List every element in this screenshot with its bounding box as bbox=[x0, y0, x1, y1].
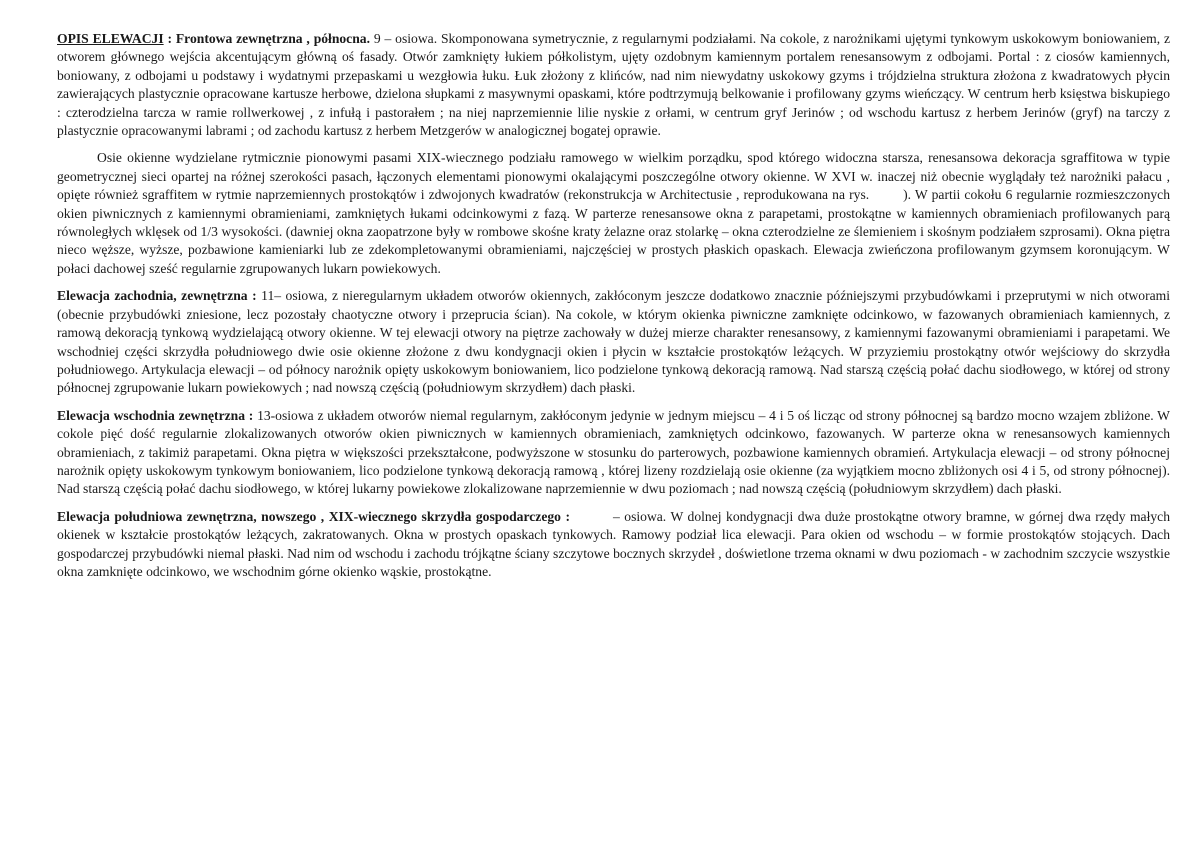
paragraph-text: Osie okienne wydzielane rytmicznie pionowymi pasami XIX-wiecznego podziału ramowego w wielkim porządku, spod którego widoczna starsza, renesansowa dekoracja sgraffitowa w typie geometrycznej sieci opartej na różnej szerokości pasach, łączonych elementami pionowymi okalającymi poszczególne otwory okienne. W XVI w. inaczej niż obecnie wyglądały też narożniki pałacu , opięte również sgraffitem w rytmie naprzemiennych prostokątów i zdwojonych kwadratów (rekonstrukcja w Architectusie , reprodukowana na rys. bbox=[57, 150, 1170, 203]
paragraph-west-facade bbox=[57, 287, 1170, 397]
paragraph-text: 11– osiowa, z nieregularnym układem otworów okiennych, zakłóconym jeszcze dodatkowo znacznie późniejszymi przybudówkami i przeprutymi w nich otworami (obecnie przybudówki zniesione, lecz pozostały chaotyczne otwory i przeprucia ścian). Na cokole, w którym okienka piwniczne zamknięte odcinkowo, w fazowanych obramieniach kamiennych, z ramową dekoracją tynkową wydzielającą otwory okienne. W tej elewacji otwory na piętrze zachowały w dużej mierze charakter renesansowy, z kamiennymi fazowanymi obramieniami i parapetami. We wschodniej części skrzydła południowego dwie osie okienne złożone z dwu kondygnacji okien i płycin w kształcie prostokątów leżących. W przyziemiu prostokątny otwór wejściowy do skrzydła południowego. Artykulacja elewacji – od północy narożnik opięty uskokowym boniowaniem, lico podzielone tynkową dekoracją ramową. Nad starszą częścią połać dachu siodłowego, w której od strony północnej zgrupowanie lukarn powiekowych ; nad nowszą częścią (południowym skrzydłem) dach płaski. bbox=[57, 288, 1171, 396]
document-page bbox=[57, 30, 1170, 590]
paragraph-south-facade bbox=[57, 508, 1170, 582]
paragraph-text: 9 – osiowa. Skomponowana symetrycznie, z regularnymi podziałami. Na cokole, z narożnikami ujętymi tynkowym uskokowym boniowaniem, z otworem głównego wejścia akcentującym główną oś fasady. Otwór zamknięty łukiem półkolistym, ujęty ozdobnym kamiennym portalem renesansowym z odbojami. Portal : z ciosów kamiennych, boniowany, z odbojami u podstawy i wydatnymi przepaskami u wezgłowia łuku. Łuk złożony z klińców, nad nim niewydatny uskokowy gzyms i trójdzielna struktura złożona z kwadratowych płycin zawierających plastycznie opracowane kartusze herbowe, dzielona słupkami z masywnymi opaskami, które podtrzymują belkowanie i profilowany gzyms wieńczący. W centrum herb księstwa biskupiego : czterodzielna tarcza w ramie rollwerkowej , z infułą i pastorałem ; na niej naprzemiennie lilie nyskie z orłami, w centrum gryf Jerinów ; od wschodu kartusz z herbem Jerinów (gryf) na tarczy z plastycznie opracowanymi labrami ; od zachodu kartusz z herbem Metzgerów w analogicznej bogatej oprawie. bbox=[57, 31, 1170, 139]
section-heading-north: Frontowa zewnętrzna , północna. bbox=[175, 31, 370, 46]
document-heading: OPIS ELEWACJI bbox=[57, 31, 164, 46]
paragraph-east-facade bbox=[57, 407, 1170, 499]
heading-separator: : bbox=[245, 407, 258, 423]
heading-separator: : bbox=[560, 508, 575, 524]
paragraph-text: ). W partii cokołu 6 regularnie rozmieszczonych okien piwnicznych z kamiennymi obramieniami, zamkniętych łukami odcinkowymi z fazą. W parterze renesansowe okna z parapetami, prostokątne w kamiennych obramieniach profilowanych parą równoległych wklęsek od 1/3 wysokości. (dawniej okna zaopatrzone były w rombowe skośne kraty żelazne oraz stolarkę – okna czterodzielne ze ślemieniem i skośnym podziałem szprosami). Okna piętra nieco węższe, wyższe, pozbawione kamieniarki lub ze zdekompletowanymi obramieniami, najczęściej w prostych płaskich opaskach. Elewacja zwieńczona profilowanym gzymsem koronującym. W połaci dachowej sześć regularnie zgrupowanych lukarn powiekowych. bbox=[57, 187, 1170, 276]
section-heading-west: Elewacja zachodnia, zewnętrzna bbox=[57, 288, 248, 304]
section-heading-east: Elewacja wschodnia zewnętrzna bbox=[57, 407, 245, 423]
paragraph-text: – osiowa. W dolnej kondygnacji dwa duże prostokątne otwory bramne, w górnej dwa rzędy małych okienek w kształcie prostokątów leżących, zakratowanych. Okna w prostych opaskach tynkowych. Ramowy podział lica elewacji. Para okien od wschodu – w formie prostokątów stojących. Dach gospodarczej przybudówki niemal płaski. Nad nim od wschodu i zachodu trójkątne ściany szczytowe bocznych skrzydeł , doświetlone trzema oknami w dwu poziomach - w zachodnim szczycie wszystkie okna zamknięte odcinkowo, we wschodnim górne okienko wąskie, prostokątne. bbox=[57, 508, 1170, 579]
paragraph-north-facade bbox=[57, 30, 1170, 140]
paragraph-window-axes bbox=[57, 149, 1170, 278]
heading-separator: : bbox=[247, 288, 262, 304]
section-heading-south: Elewacja południowa zewnętrzna, nowszego , XIX-wiecznego skrzydła gospodarczego bbox=[57, 508, 561, 524]
paragraph-text: 13-osiowa z układem otworów niemal regularnym, zakłóconym jedynie w jednym miejscu – 4 i 5 oś licząc od strony północnej są bardzo mocno wzajem zbliżone. W cokole pięć dość regularnie zlokalizowanych otworów okien piwnicznych w kamiennych obramieniach, zamkniętych odcinkowo, fazowanych. W parterze okna w renesansowych kamiennych obramieniach, z takimiż parapetami. Okna piętra w większości przekształcone, podwyższone w stosunku do parterowych, pozbawione kamiennych obramień. Artykulacja elewacji – od strony północnej narożnik opięty uskokowym tynkowym boniowaniem, lico podzielone tynkową dekoracją ramową , której lizeny rozdzielają osie okienne (za wyjątkiem mocno zbliżonych osi 4 i 5, od strony północnej). Nad starszą częścią połać dachu siodłowego, w której lukarny powiekowe zlokalizowane naprzemiennie w dwu poziomach ; nad nowszą częścią (południowym skrzydłem) dach płaski. bbox=[57, 407, 1170, 497]
heading-separator: : bbox=[163, 31, 176, 46]
